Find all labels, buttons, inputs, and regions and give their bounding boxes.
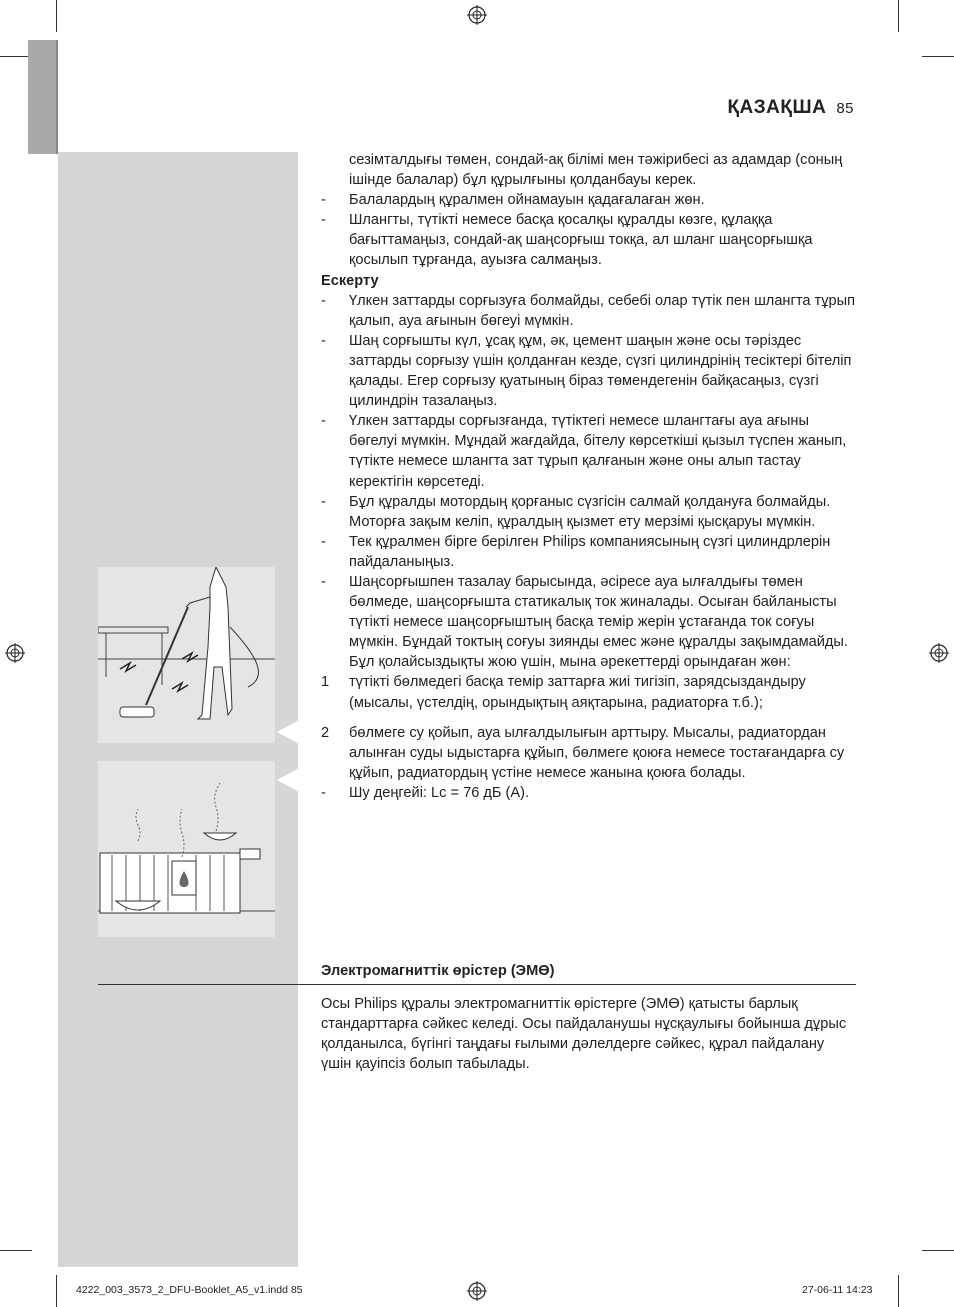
page-header: [727, 97, 854, 119]
crop-mark: [922, 1250, 954, 1251]
intro-paragraph: сезімталдығы төмен, сондай-ақ білімі мен тәжірибесі аз адамдар (соның ішінде балалар) бұл құрылғыны қолданбауы керек.: [349, 152, 843, 189]
static-shock-illustration: [98, 567, 275, 743]
print-footer-file: 4222_003_3573_2_DFU-Booklet_A5_v1.indd 85: [76, 1284, 303, 1296]
numbered-step: 1 түтікті бөлмедегі басқа темір заттарға жиі тигізіп, зарядсыздандыру (мысалы, үстелдің, орындықтың аяқтарына, радиаторға т.б.);: [321, 674, 806, 711]
registration-mark-icon: [467, 1281, 487, 1301]
list-item: - Балалардың құралмен ойнамауын қадағалаған жөн.: [321, 192, 705, 209]
list-item: - Шу деңгейі: Lc = 76 дБ (A).: [321, 784, 530, 801]
registration-mark-icon: [467, 5, 487, 25]
numbered-step: 2 бөлмеге су қойып, ауа ылғалдылығын арттыру. Мысалы, радиатордан алынған суды ыдыстарға құйып, бөлмеге қоюға немесе тостағандарға су құйып, радиатордың үстіне немесе жанына қоюға болады.: [321, 724, 845, 781]
vacuum-person-drawing-icon: [98, 567, 275, 743]
list-item: - Үлкен заттарды сорғызуға болмайды, себебі олар түтік пен шлангта тұрып қалып, ауа ағынын бөгеуі мүмкін.: [321, 292, 855, 329]
emf-paragraph: Осы Philips құралы электромагниттік өрістерге (ЭМӨ) қатысты барлық стандарттарға сәйкес келеді. Осы пайдаланушы нұсқаулығы бойынша дұрыс қолданылса, бүгінгі таңдағы ғылыми дәлелдерге сәйкес, құрал пайдалану үшін қауіпсіз болып табылады.: [321, 996, 847, 1073]
radiator-water-bowl-drawing-icon: [98, 761, 275, 937]
registration-mark-icon: [5, 643, 25, 663]
list-item: - Бұл құралды мотордың қорғаныс сүзгісін салмай қолдануға болмайды. Моторға зақым келіп, құралдың қызмет ету мерзімі қысқаруы мүмкін.: [321, 493, 831, 530]
figure-pointer-icon: [277, 720, 299, 744]
caution-heading: Ескерту: [321, 272, 379, 289]
crop-mark: [922, 56, 954, 57]
main-content: [321, 150, 856, 803]
crop-mark: [898, 1275, 899, 1307]
list-item: - Шаң сорғышты күл, ұсақ құм, әк, цемент шаңын және осы тәріздес заттарды сорғызу үшін қолданған кезде, сүзгі цилиндрінің тесіктері бітеліп қалады. Егер сорғызу қуатының біраз төмендегенін байқасаңыз, сүзгі цилиндрін тазалаңыз.: [321, 332, 852, 410]
language-tab: [28, 40, 56, 154]
page-number: 85: [836, 100, 854, 117]
registration-mark-icon: [929, 643, 949, 663]
list-item: - Шлангты, түтікті немесе басқа қосалқы құралды көзге, құлаққа бағыттамаңыз, сондай-ақ шаңсорғыш токқа, ал шланг шаңсорғышқа қосылып тұрғанда, ауызға салмаңыз.: [321, 212, 813, 269]
list-item: - Шаңсорғышпен тазалау барысында, әсіресе ауа ылғалдығы төмен бөлмеде, шаңсорғышта статикалық ток жиналады. Осыған байланысты түтікті немесе шаңсорғыштың басқа темір жерін ұстағанда ток соғуы мүмкін. Бұндай токтың соғуы зиянды емес және құралды зақымдамайды. Бұл қолайсыздықты жою үшін, мына әрекеттерді орындаған жөн:: [321, 573, 848, 671]
crop-mark: [0, 1250, 32, 1251]
crop-mark: [56, 0, 57, 32]
section-divider: [98, 984, 856, 985]
crop-mark: [898, 0, 899, 32]
emf-heading: Электромагниттік өрістер (ЭМӨ): [321, 963, 555, 979]
figure-pointer-icon: [277, 768, 299, 792]
print-footer-date: 27-06-11 14:23: [802, 1284, 873, 1296]
language-title: ҚАЗАҚША: [727, 97, 827, 118]
list-item: - Тек құралмен бірге берілген Philips компаниясының сүзгі цилиндрлерін пайдаланыңыз.: [321, 533, 831, 570]
list-item: - Үлкен заттарды сорғызғанда, түтіктегі немесе шлангтағы ауа ағыны бөгелуі мүмкін. Мұндай жағдайда, бітелу көрсеткіші қызыл түспен жанып, түтікте немесе шлангта зат тұрып қалғанын және оны алып тастау керектігін көрсетеді.: [321, 413, 847, 490]
language-tab-edge: [56, 40, 58, 154]
crop-mark: [56, 1275, 57, 1307]
humidity-illustration: [98, 761, 275, 937]
